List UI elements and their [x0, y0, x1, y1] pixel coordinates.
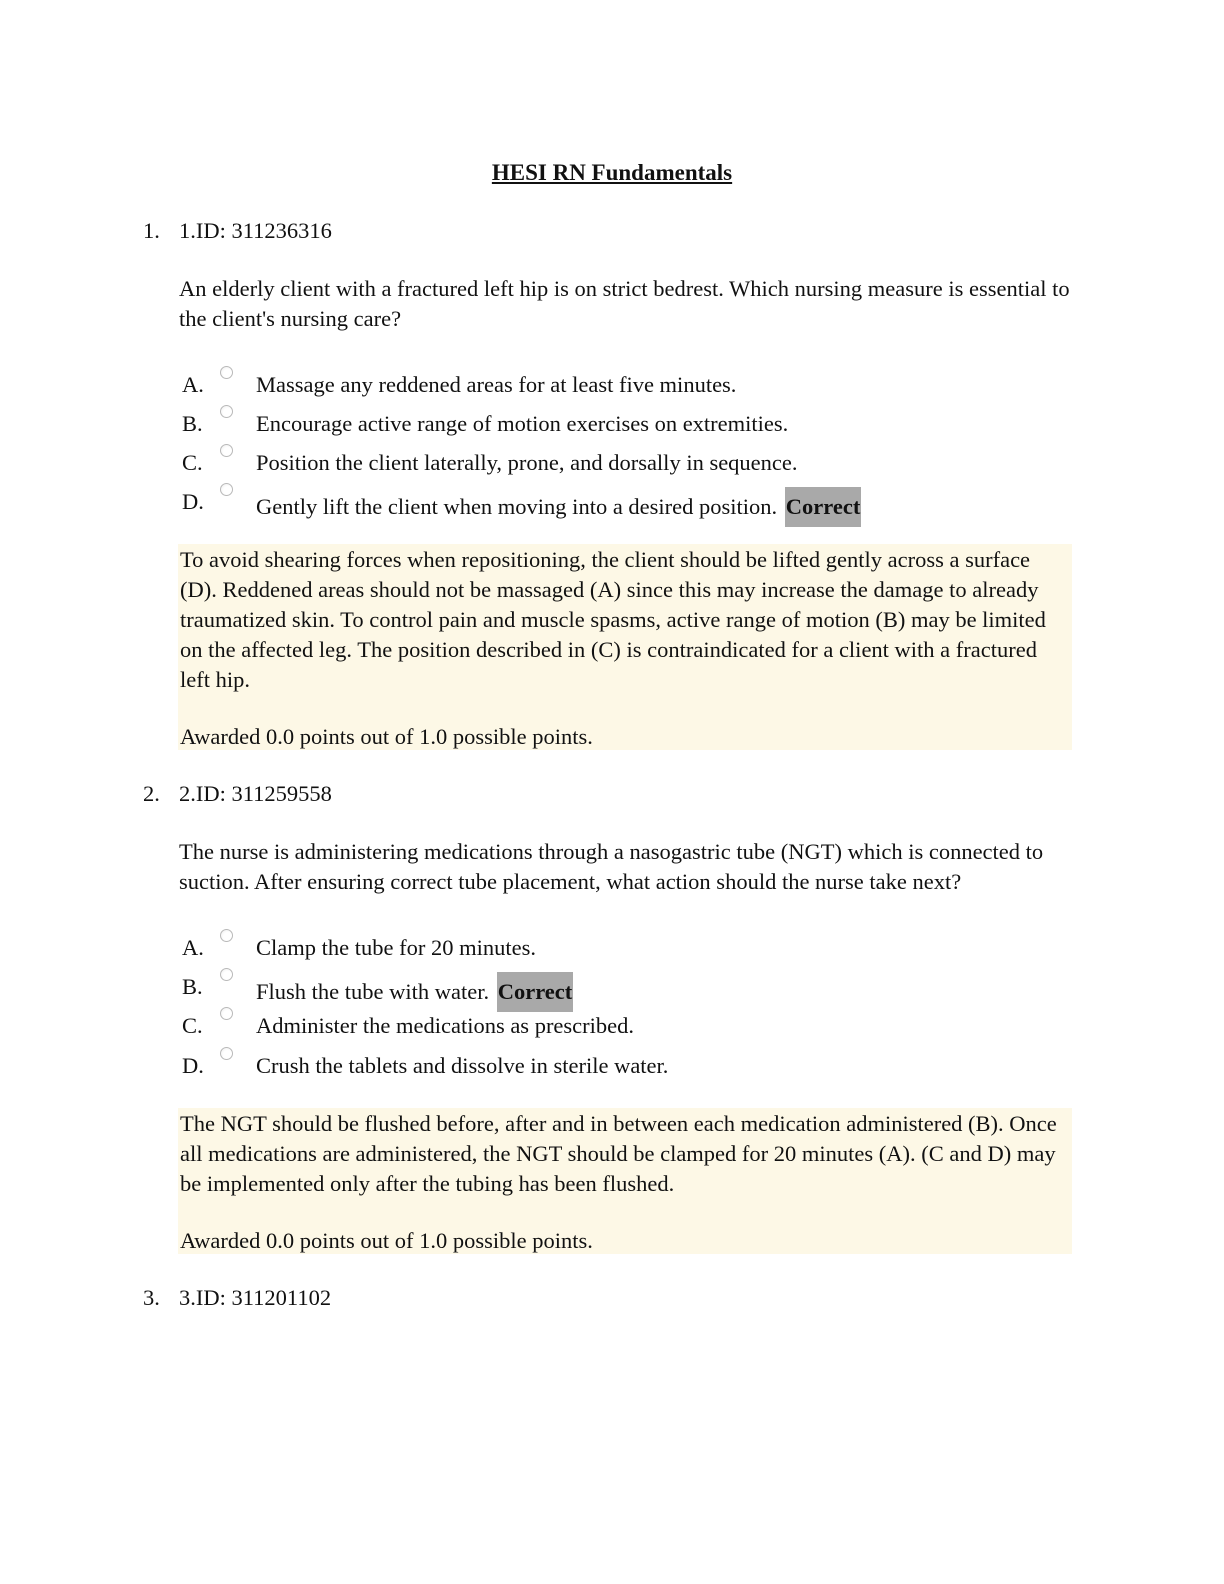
feedback-points: Awarded 0.0 points out of 1.0 possible points. [180, 724, 593, 749]
feedback-rationale: The NGT should be flushed before, after and in between each medication administered (B). Once all medications are administered, the NGT should be clamped for 20 minutes (A). (C and D) may be implemented only after the tubing has been flushed. [180, 1111, 1057, 1196]
option-text: Administer the medications as prescribed. [256, 1013, 635, 1038]
option-label: Gently lift the client when moving into a desired position. [256, 494, 778, 519]
option-letter: B. [182, 974, 203, 999]
option-letter: D. [182, 489, 204, 514]
option-letter: D. [182, 1053, 204, 1078]
radio-button-icon[interactable] [220, 483, 233, 496]
question-2-number: 2. [143, 781, 160, 806]
option-letter: A. [182, 935, 204, 960]
question-1-option-c[interactable] [182, 448, 798, 478]
radio-button-icon[interactable] [220, 1007, 233, 1020]
option-letter: B. [182, 411, 203, 436]
question-2-option-a[interactable] [182, 933, 536, 963]
correct-badge: Correct [785, 487, 862, 527]
option-text [256, 972, 573, 1012]
option-text [256, 487, 861, 527]
question-2-text: The nurse is administering medications through a nasogastric tube (NGT) which is connected to suction. After ensuring correct tube placement, what action should the nurse take next? [179, 839, 1044, 894]
question-1-id: 1.ID: 311236316 [179, 218, 332, 243]
question-2-id: 2.ID: 311259558 [179, 781, 332, 806]
question-2-option-c[interactable] [182, 1011, 635, 1041]
question-2-header [143, 779, 332, 809]
option-label: Flush the tube with water. [256, 979, 490, 1004]
question-1-option-b[interactable] [182, 409, 789, 439]
question-1-number: 1. [143, 218, 160, 243]
question-2-feedback [178, 1108, 1072, 1254]
radio-button-icon[interactable] [220, 929, 233, 942]
correct-badge: Correct [497, 972, 574, 1012]
radio-button-icon[interactable] [220, 366, 233, 379]
option-text: Massage any reddened areas for at least five minutes. [256, 372, 737, 397]
question-1-feedback [178, 544, 1072, 750]
question-1-option-a[interactable] [182, 370, 737, 400]
question-3-header [143, 1283, 331, 1313]
radio-button-icon[interactable] [220, 968, 233, 981]
option-letter: A. [182, 372, 204, 397]
option-letter: C. [182, 450, 203, 475]
radio-button-icon[interactable] [220, 444, 233, 457]
question-1-header [143, 216, 332, 246]
option-text: Clamp the tube for 20 minutes. [256, 935, 536, 960]
question-1-option-d[interactable] [182, 487, 861, 519]
option-text: Encourage active range of motion exercises on extremities. [256, 411, 789, 436]
radio-button-icon[interactable] [220, 405, 233, 418]
radio-button-icon[interactable] [220, 1047, 233, 1060]
option-text: Crush the tablets and dissolve in sterile water. [256, 1053, 669, 1078]
feedback-points: Awarded 0.0 points out of 1.0 possible points. [180, 1228, 593, 1253]
question-1-text: An elderly client with a fractured left hip is on strict bedrest. Which nursing measure is essential to the client's nursing care? [179, 276, 1070, 331]
document-title: HESI RN Fundamentals [491, 160, 733, 185]
feedback-rationale: To avoid shearing forces when repositioning, the client should be lifted gently across a surface (D). Reddened areas should not be massaged (A) since this may increase the damage to already traumatized skin. To control pain and muscle spasms, active range of motion (B) may be limited on the affected leg. The position described in (C) is contraindicated for a client with a fractured left hip. [180, 547, 1046, 692]
option-letter: C. [182, 1013, 203, 1038]
question-2-option-b[interactable] [182, 972, 573, 1004]
question-3-number: 3. [143, 1285, 160, 1310]
option-text: Position the client laterally, prone, and dorsally in sequence. [256, 450, 798, 475]
question-3-id: 3.ID: 311201102 [179, 1285, 332, 1310]
question-2-option-d[interactable] [182, 1051, 669, 1081]
